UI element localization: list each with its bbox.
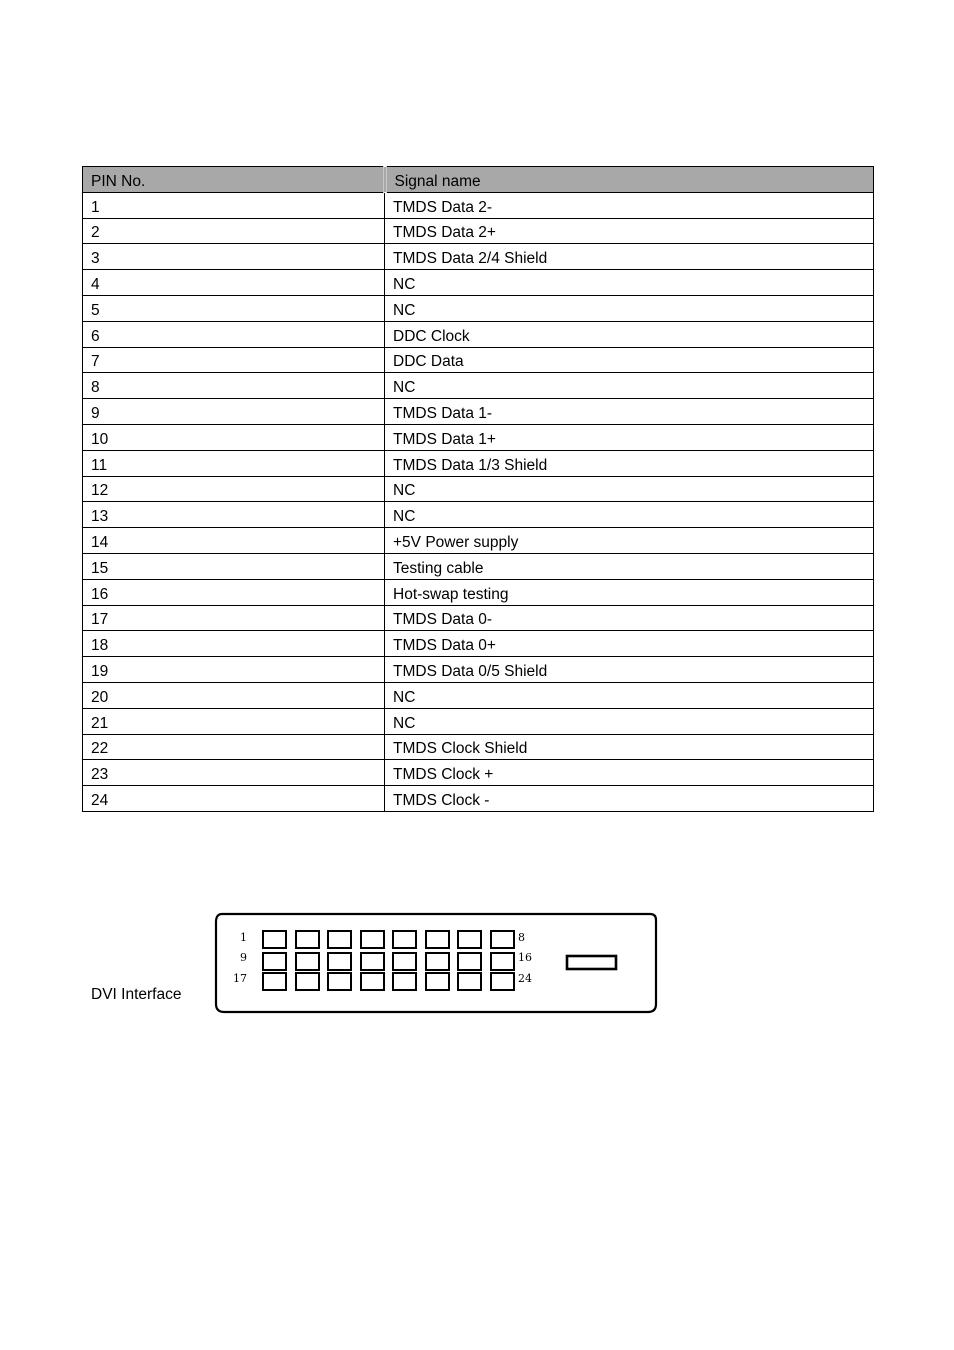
row-end-label: 16	[518, 951, 532, 964]
signal-name-cell: NC	[385, 708, 874, 734]
signal-name-cell: NC	[385, 682, 874, 708]
pin-number-cell: 9	[83, 399, 385, 425]
pin-number-cell: 18	[83, 631, 385, 657]
table-row	[83, 605, 874, 631]
pin-square	[296, 931, 319, 948]
pin-square	[393, 953, 416, 970]
pin-square	[458, 931, 481, 948]
pin-square	[263, 953, 286, 970]
pin-number-cell: 24	[83, 786, 385, 812]
pin-number-cell: 6	[83, 321, 385, 347]
table-row	[83, 528, 874, 554]
signal-name-cell: TMDS Data 2/4 Shield	[385, 244, 874, 270]
signal-name-cell: Testing cable	[385, 553, 874, 579]
table-row	[83, 708, 874, 734]
table-row	[83, 373, 874, 399]
pin-number-cell: 22	[83, 734, 385, 760]
pin-number-cell: 7	[83, 347, 385, 373]
pin-square	[328, 953, 351, 970]
pin-number-cell: 21	[83, 708, 385, 734]
pin-square	[361, 973, 384, 990]
pin-number-cell: 5	[83, 295, 385, 321]
signal-name-cell: NC	[385, 476, 874, 502]
signal-name-cell: NC	[385, 502, 874, 528]
table-row	[83, 218, 874, 244]
table-row	[83, 760, 874, 786]
pin-table	[82, 166, 874, 812]
table-row	[83, 657, 874, 683]
table-row	[83, 553, 874, 579]
pin-square	[263, 931, 286, 948]
pin-square	[491, 931, 514, 948]
pin-square	[361, 953, 384, 970]
table-row	[83, 270, 874, 296]
pin-number-cell: 16	[83, 579, 385, 605]
pin-square	[426, 953, 449, 970]
pin-number-cell: 2	[83, 218, 385, 244]
pin-number-cell: 15	[83, 553, 385, 579]
signal-name-cell: TMDS Data 1+	[385, 424, 874, 450]
table-row	[83, 476, 874, 502]
pin-number-cell: 1	[83, 192, 385, 218]
signal-name-cell: TMDS Data 0+	[385, 631, 874, 657]
table-row	[83, 734, 874, 760]
signal-name-cell: NC	[385, 295, 874, 321]
pin-number-cell: 4	[83, 270, 385, 296]
pin-table-body	[83, 192, 874, 811]
table-row	[83, 321, 874, 347]
pin-square	[328, 931, 351, 948]
table-header-row	[83, 167, 874, 193]
row-end-label: 24	[518, 972, 532, 985]
pin-number-cell: 3	[83, 244, 385, 270]
row-start-label: 17	[233, 972, 247, 985]
table-row	[83, 192, 874, 218]
signal-name-cell: TMDS Clock -	[385, 786, 874, 812]
pin-grid	[263, 931, 514, 990]
header-pin-no: PIN No.	[83, 167, 385, 193]
pin-square	[426, 931, 449, 948]
pin-square	[458, 953, 481, 970]
table-row	[83, 347, 874, 373]
signal-name-cell: NC	[385, 373, 874, 399]
row-start-label: 1	[240, 931, 247, 944]
pin-number-cell: 19	[83, 657, 385, 683]
pin-number-cell: 8	[83, 373, 385, 399]
pin-square	[361, 931, 384, 948]
pin-square	[296, 973, 319, 990]
table-row	[83, 295, 874, 321]
pin-number-cell: 13	[83, 502, 385, 528]
pin-square	[328, 973, 351, 990]
table-row	[83, 399, 874, 425]
table-row	[83, 450, 874, 476]
signal-name-cell: DDC Data	[385, 347, 874, 373]
pin-number-cell: 23	[83, 760, 385, 786]
pin-square	[491, 953, 514, 970]
row-end-label: 8	[518, 931, 525, 944]
pin-square	[393, 973, 416, 990]
row-start-label: 9	[240, 951, 247, 964]
dvi-connector-diagram	[210, 908, 660, 1018]
signal-name-cell: Hot-swap testing	[385, 579, 874, 605]
signal-name-cell: TMDS Data 2+	[385, 218, 874, 244]
pin-number-cell: 17	[83, 605, 385, 631]
pin-square	[426, 973, 449, 990]
pin-number-cell: 14	[83, 528, 385, 554]
signal-name-cell: TMDS Clock +	[385, 760, 874, 786]
pin-number-cell: 20	[83, 682, 385, 708]
signal-name-cell: NC	[385, 270, 874, 296]
signal-name-cell: TMDS Data 1-	[385, 399, 874, 425]
pin-square	[491, 973, 514, 990]
table-row	[83, 424, 874, 450]
table-row	[83, 244, 874, 270]
table-row	[83, 579, 874, 605]
signal-name-cell: TMDS Data 0-	[385, 605, 874, 631]
pin-number-cell: 12	[83, 476, 385, 502]
table-row	[83, 502, 874, 528]
pin-square	[296, 953, 319, 970]
pin-square	[263, 973, 286, 990]
dvi-interface-label: DVI Interface	[91, 986, 182, 1003]
pin-number-cell: 10	[83, 424, 385, 450]
flat-blade-pin	[567, 956, 616, 969]
signal-name-cell: TMDS Data 2-	[385, 192, 874, 218]
header-signal-name: Signal name	[385, 167, 874, 193]
table-row	[83, 682, 874, 708]
signal-name-cell: TMDS Data 1/3 Shield	[385, 450, 874, 476]
signal-name-cell: +5V Power supply	[385, 528, 874, 554]
pin-number-cell: 11	[83, 450, 385, 476]
table-row	[83, 786, 874, 812]
pin-square	[393, 931, 416, 948]
signal-name-cell: TMDS Clock Shield	[385, 734, 874, 760]
signal-name-cell: DDC Clock	[385, 321, 874, 347]
pin-square	[458, 973, 481, 990]
table-row	[83, 631, 874, 657]
signal-name-cell: TMDS Data 0/5 Shield	[385, 657, 874, 683]
